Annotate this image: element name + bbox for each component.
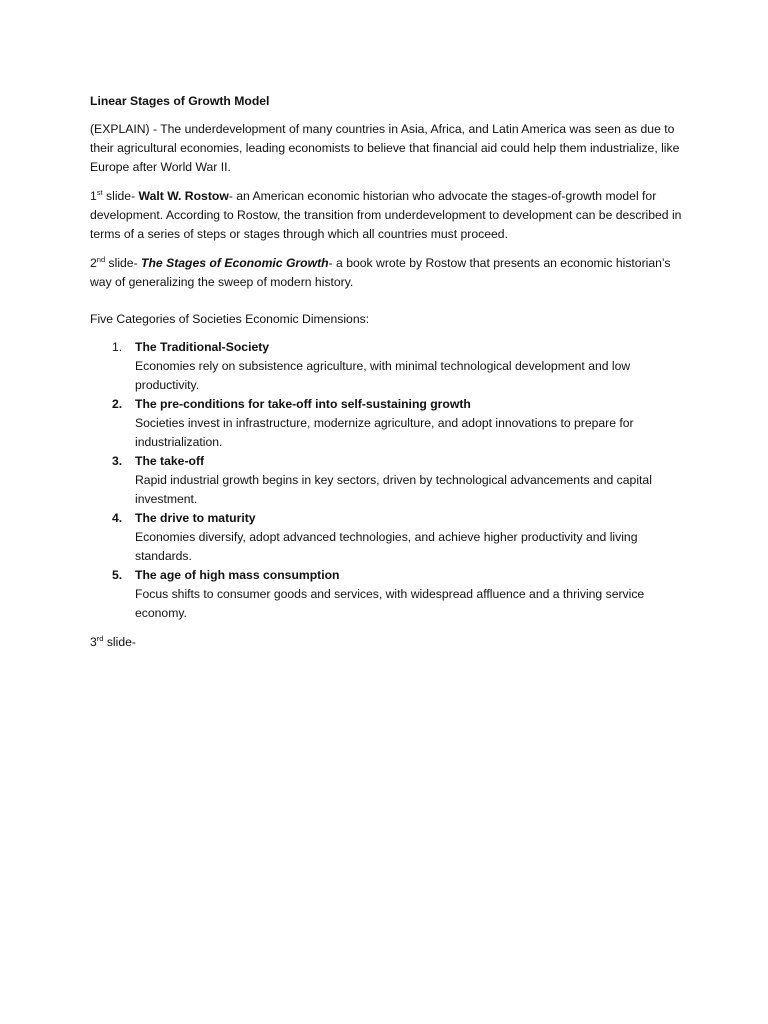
- stage-number: 1.: [112, 340, 123, 354]
- stage-description: Economies diversify, adopt advanced technologies, and achieve higher productivity and living standards.: [135, 530, 638, 563]
- stage-title: The take-off: [135, 454, 205, 468]
- list-item-stage-2: [90, 395, 690, 452]
- stage-title: The drive to maturity: [135, 511, 256, 525]
- slide1-number: 1: [90, 189, 97, 203]
- list-item-stage-3: [90, 452, 690, 509]
- stage-title: The Traditional-Society: [135, 340, 270, 354]
- stage-description: Societies invest in infrastructure, modernize agriculture, and adopt innovations to prepare for industrialization.: [135, 416, 634, 449]
- document-title: Linear Stages of Growth Model: [90, 94, 270, 108]
- slide2-label: [90, 256, 141, 270]
- categories-heading: Five Categories of Societies Economic Dimensions:: [90, 312, 370, 326]
- list-item-stage-1: [90, 338, 690, 395]
- slide2-prefix: slide-: [105, 256, 142, 270]
- stage-number: 5.: [112, 568, 123, 582]
- slide1-label: [90, 189, 139, 203]
- slide2-text: - a book wrote by Rostow that presents an economic historian’s way of generalizing the sweep of modern history.: [90, 256, 671, 289]
- slide2-book-title: The Stages of Economic Growth: [141, 256, 329, 270]
- slide3-prefix: slide-: [103, 635, 136, 649]
- stage-description: Economies rely on subsistence agriculture, with minimal technological development and low productivity.: [135, 359, 631, 392]
- slide3-label: [90, 635, 136, 649]
- slide1-text: - an American economic historian who advocate the stages-of-growth model for development. According to Rostow, the transition from underdevelopment to development can be described in terms of a series of steps or stages through which all countries must proceed.: [90, 189, 682, 241]
- slide3-paragraph: [90, 633, 690, 652]
- stage-title: The pre-conditions for take-off into self-sustaining growth: [135, 397, 471, 411]
- stage-number: 3.: [112, 454, 123, 468]
- slide1-prefix: slide-: [102, 189, 139, 203]
- stage-number: 4.: [112, 511, 123, 525]
- slide1-paragraph: [90, 187, 690, 244]
- stage-description: Rapid industrial growth begins in key sectors, driven by technological advancements and capital investment.: [135, 473, 652, 506]
- list-item-stage-4: [90, 509, 690, 566]
- slide2-number: 2: [90, 256, 97, 270]
- slide2-paragraph: [90, 254, 690, 292]
- explain-paragraph: (EXPLAIN) - The underdevelopment of many countries in Asia, Africa, and Latin America was seen as due to their agricultural economies, leading economists to believe that financial aid could help them industrialize, like Europe after World War II.: [90, 122, 680, 174]
- slide3-number: 3: [90, 635, 97, 649]
- document-page: [90, 92, 690, 652]
- slide3-ordinal: rd: [96, 633, 104, 643]
- stage-description: Focus shifts to consumer goods and services, with widespread affluence and a thriving service economy.: [135, 587, 645, 620]
- stage-number: 2.: [112, 397, 123, 411]
- slide1-ordinal: st: [96, 187, 103, 197]
- stage-title: The age of high mass consumption: [135, 568, 340, 582]
- list-item-stage-5: [90, 566, 690, 623]
- slide2-ordinal: nd: [96, 254, 106, 264]
- stages-list: [90, 338, 690, 623]
- slide1-name: Walt W. Rostow: [138, 189, 229, 203]
